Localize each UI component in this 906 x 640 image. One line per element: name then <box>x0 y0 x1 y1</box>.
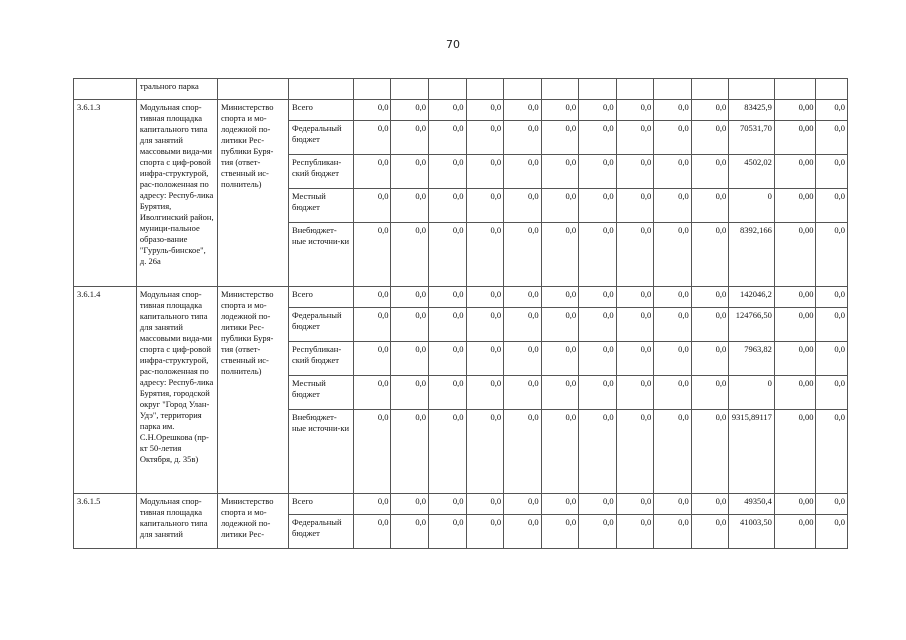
funding-value: 0,0 <box>466 308 504 342</box>
funding-value: 0,0 <box>429 342 467 376</box>
funding-value: 0,0 <box>579 376 617 410</box>
measure-name: Модульная спор-тивная площадка капитального типа для занятий массовыми вида-ми спорта с циф-ровой инфра-структурой, рас-положенная по адресу: Респуб-лика Бурятия, городской округ "Город Улан-Удэ", территория парка им. С.Н.Орешкова (пр-кт 50-летия Октября, д. 35в) <box>136 287 217 494</box>
measure-executor: Министерство спорта и мо-лодежной по-литики Рес-публики Буря-тия (ответ-ственный ис-полнитель) <box>218 100 289 287</box>
funding-value: 0,0 <box>466 376 504 410</box>
funding-value: 0 <box>729 376 775 410</box>
funding-value: 0,0 <box>579 342 617 376</box>
measure-code: 3.6.1.3 <box>74 100 137 287</box>
measure-name: Модульная спор-тивная площадка капитального типа для занятий <box>136 494 217 549</box>
funding-value: 0,0 <box>391 515 429 549</box>
funding-value: 0,0 <box>616 376 654 410</box>
table-row <box>74 494 848 515</box>
funding-value: 83425,9 <box>729 100 775 121</box>
funding-value: 0,0 <box>353 121 391 155</box>
funding-source: Местный бюджет <box>289 189 354 223</box>
funding-value: 0,0 <box>579 494 617 515</box>
funding-value: 142046,2 <box>729 287 775 308</box>
funding-value: 0,0 <box>816 515 848 549</box>
funding-value: 70531,70 <box>729 121 775 155</box>
funding-value: 0,0 <box>541 100 579 121</box>
funding-value: 0,00 <box>774 287 816 308</box>
funding-value: 0,0 <box>353 515 391 549</box>
funding-value: 0,0 <box>466 515 504 549</box>
funding-value: 0,0 <box>616 189 654 223</box>
funding-value: 0,0 <box>691 155 729 189</box>
funding-value: 0,0 <box>691 287 729 308</box>
continuation-code-cell <box>74 79 137 100</box>
funding-value: 0,0 <box>654 155 692 189</box>
funding-value: 0,0 <box>429 410 467 494</box>
funding-value: 0,0 <box>391 342 429 376</box>
funding-source: Всего <box>289 100 354 121</box>
funding-value: 0,0 <box>391 494 429 515</box>
funding-value: 0,0 <box>504 494 542 515</box>
funding-value: 0,0 <box>429 515 467 549</box>
measure-executor: Министерство спорта и мо-лодежной по-литики Рес- <box>218 494 289 549</box>
funding-value: 0,0 <box>353 189 391 223</box>
funding-value: 0,00 <box>774 410 816 494</box>
funding-value: 0,0 <box>816 308 848 342</box>
funding-value: 0,0 <box>654 515 692 549</box>
funding-value: 0,0 <box>504 121 542 155</box>
funding-value: 0,0 <box>654 376 692 410</box>
funding-value: 0,0 <box>654 342 692 376</box>
funding-value: 0,0 <box>353 287 391 308</box>
funding-value: 0,0 <box>691 189 729 223</box>
funding-value: 0,00 <box>774 223 816 287</box>
continuation-row <box>74 79 848 100</box>
funding-value: 124766,50 <box>729 308 775 342</box>
funding-value: 0,0 <box>579 287 617 308</box>
funding-value: 0,0 <box>504 515 542 549</box>
funding-value: 0,0 <box>504 100 542 121</box>
funding-value: 0,0 <box>429 376 467 410</box>
funding-value: 0,00 <box>774 515 816 549</box>
funding-value: 7963,82 <box>729 342 775 376</box>
funding-value: 0,0 <box>616 410 654 494</box>
funding-value: 0,0 <box>391 376 429 410</box>
funding-value: 0,0 <box>391 155 429 189</box>
funding-value: 0,0 <box>466 155 504 189</box>
funding-value: 0,0 <box>616 121 654 155</box>
funding-value: 0,0 <box>691 100 729 121</box>
funding-value: 0,0 <box>691 121 729 155</box>
funding-value: 0,0 <box>504 155 542 189</box>
funding-value: 0,0 <box>816 376 848 410</box>
funding-value: 0,0 <box>654 410 692 494</box>
funding-value: 0,0 <box>353 155 391 189</box>
funding-value: 0,0 <box>353 410 391 494</box>
funding-value: 0,0 <box>466 100 504 121</box>
funding-value: 0,0 <box>429 155 467 189</box>
funding-value: 0,0 <box>429 189 467 223</box>
measure-code: 3.6.1.4 <box>74 287 137 494</box>
funding-value: 0,0 <box>616 155 654 189</box>
funding-value: 0,0 <box>616 515 654 549</box>
funding-value: 0,0 <box>654 121 692 155</box>
funding-value: 0,0 <box>541 410 579 494</box>
funding-value: 0,0 <box>541 494 579 515</box>
funding-value: 0,0 <box>541 515 579 549</box>
funding-value: 0,00 <box>774 155 816 189</box>
funding-source: Всего <box>289 287 354 308</box>
funding-value: 0,0 <box>816 155 848 189</box>
table-row <box>74 287 848 308</box>
funding-value: 0,0 <box>654 494 692 515</box>
page-number: 70 <box>446 38 460 51</box>
funding-value: 0,0 <box>654 189 692 223</box>
funding-value: 0,0 <box>353 376 391 410</box>
funding-value: 0,0 <box>429 223 467 287</box>
funding-value: 0,0 <box>616 342 654 376</box>
funding-value: 0,0 <box>429 494 467 515</box>
funding-value: 9315,89117 <box>729 410 775 494</box>
funding-value: 0,0 <box>579 100 617 121</box>
funding-value: 0,0 <box>691 515 729 549</box>
funding-value: 0,0 <box>816 494 848 515</box>
funding-value: 8392,166 <box>729 223 775 287</box>
funding-source: Федеральный бюджет <box>289 308 354 342</box>
funding-value: 0,0 <box>541 342 579 376</box>
funding-value: 0,0 <box>616 223 654 287</box>
funding-value: 0,0 <box>466 287 504 308</box>
funding-value: 0,00 <box>774 100 816 121</box>
funding-value: 0,0 <box>691 376 729 410</box>
continuation-text: трального парка <box>136 79 217 100</box>
funding-value: 0,0 <box>466 494 504 515</box>
funding-value: 0,00 <box>774 121 816 155</box>
funding-value: 0,0 <box>429 287 467 308</box>
funding-value: 0,0 <box>353 100 391 121</box>
funding-value: 0,0 <box>579 189 617 223</box>
funding-source: Внебюджет-ные источни-ки <box>289 223 354 287</box>
table-body <box>74 79 848 549</box>
funding-value: 0,0 <box>353 223 391 287</box>
funding-value: 0,0 <box>466 342 504 376</box>
measure-executor: Министерство спорта и мо-лодежной по-литики Рес-публики Буря-тия (ответ-ственный ис-полнитель) <box>218 287 289 494</box>
funding-value: 0,0 <box>504 308 542 342</box>
funding-value: 0,0 <box>816 189 848 223</box>
funding-value: 0,0 <box>654 308 692 342</box>
funding-value: 0,0 <box>691 223 729 287</box>
funding-value: 0,0 <box>429 121 467 155</box>
funding-value: 0,0 <box>429 308 467 342</box>
funding-value: 0,00 <box>774 189 816 223</box>
table-row <box>74 100 848 121</box>
funding-value: 0,0 <box>691 342 729 376</box>
funding-value: 0,0 <box>579 410 617 494</box>
funding-source: Республикан-ский бюджет <box>289 155 354 189</box>
funding-value: 0,0 <box>541 121 579 155</box>
funding-value: 0,0 <box>541 308 579 342</box>
funding-value: 0,0 <box>391 189 429 223</box>
funding-value: 0,0 <box>504 287 542 308</box>
budget-table <box>73 78 848 549</box>
measure-name: Модульная спор-тивная площадка капитального типа для занятий массовыми вида-ми спорта с циф-ровой инфра-структурой, рас-положенная по адресу: Респуб-лика Бурятия, Иволгинский район, муници-пальное образо-вание "Гуруль-бинское", д. 26а <box>136 100 217 287</box>
funding-value: 0,0 <box>466 189 504 223</box>
funding-value: 0,0 <box>504 189 542 223</box>
funding-value: 0,0 <box>541 223 579 287</box>
funding-value: 0,0 <box>654 287 692 308</box>
funding-value: 0,0 <box>429 100 467 121</box>
funding-value: 0,0 <box>654 100 692 121</box>
funding-value: 0,0 <box>816 342 848 376</box>
funding-value: 0,00 <box>774 308 816 342</box>
funding-value: 0,0 <box>391 287 429 308</box>
funding-value: 0,0 <box>579 308 617 342</box>
funding-source: Федеральный бюджет <box>289 515 354 549</box>
funding-value: 0,0 <box>391 121 429 155</box>
funding-value: 0,0 <box>691 308 729 342</box>
funding-value: 0,0 <box>391 410 429 494</box>
funding-value: 0,0 <box>691 494 729 515</box>
funding-value: 0,0 <box>504 342 542 376</box>
funding-value: 0,0 <box>391 100 429 121</box>
funding-source: Местный бюджет <box>289 376 354 410</box>
funding-value: 0,00 <box>774 342 816 376</box>
measure-code: 3.6.1.5 <box>74 494 137 549</box>
funding-value: 0,0 <box>616 100 654 121</box>
funding-value: 0,0 <box>816 223 848 287</box>
funding-value: 0,0 <box>816 410 848 494</box>
funding-value: 0,0 <box>579 155 617 189</box>
funding-value: 0,0 <box>541 376 579 410</box>
funding-value: 0,0 <box>541 287 579 308</box>
funding-value: 0,0 <box>466 223 504 287</box>
funding-value: 0,0 <box>466 121 504 155</box>
funding-value: 0,0 <box>391 308 429 342</box>
funding-source: Внебюджет-ные источни-ки <box>289 410 354 494</box>
funding-value: 0,0 <box>616 308 654 342</box>
funding-value: 0,0 <box>541 155 579 189</box>
funding-value: 0,0 <box>353 308 391 342</box>
funding-source: Республикан-ский бюджет <box>289 342 354 376</box>
funding-value: 0,0 <box>504 410 542 494</box>
funding-value: 0,0 <box>504 223 542 287</box>
funding-value: 0,0 <box>466 410 504 494</box>
funding-value: 0,0 <box>541 189 579 223</box>
funding-value: 0,0 <box>616 494 654 515</box>
funding-value: 0,0 <box>353 494 391 515</box>
funding-value: 0,0 <box>391 223 429 287</box>
funding-value: 0,0 <box>616 287 654 308</box>
funding-value: 41003,50 <box>729 515 775 549</box>
funding-value: 4502,02 <box>729 155 775 189</box>
funding-value: 0,0 <box>654 223 692 287</box>
funding-value: 0,0 <box>579 223 617 287</box>
funding-value: 0,00 <box>774 376 816 410</box>
funding-value: 49350,4 <box>729 494 775 515</box>
funding-value: 0,0 <box>579 515 617 549</box>
funding-value: 0,0 <box>579 121 617 155</box>
funding-value: 0 <box>729 189 775 223</box>
funding-value: 0,0 <box>816 100 848 121</box>
funding-value: 0,00 <box>774 494 816 515</box>
funding-value: 0,0 <box>691 410 729 494</box>
funding-value: 0,0 <box>353 342 391 376</box>
funding-source: Федеральный бюджет <box>289 121 354 155</box>
funding-value: 0,0 <box>816 121 848 155</box>
funding-value: 0,0 <box>816 287 848 308</box>
funding-source: Всего <box>289 494 354 515</box>
funding-value: 0,0 <box>504 376 542 410</box>
